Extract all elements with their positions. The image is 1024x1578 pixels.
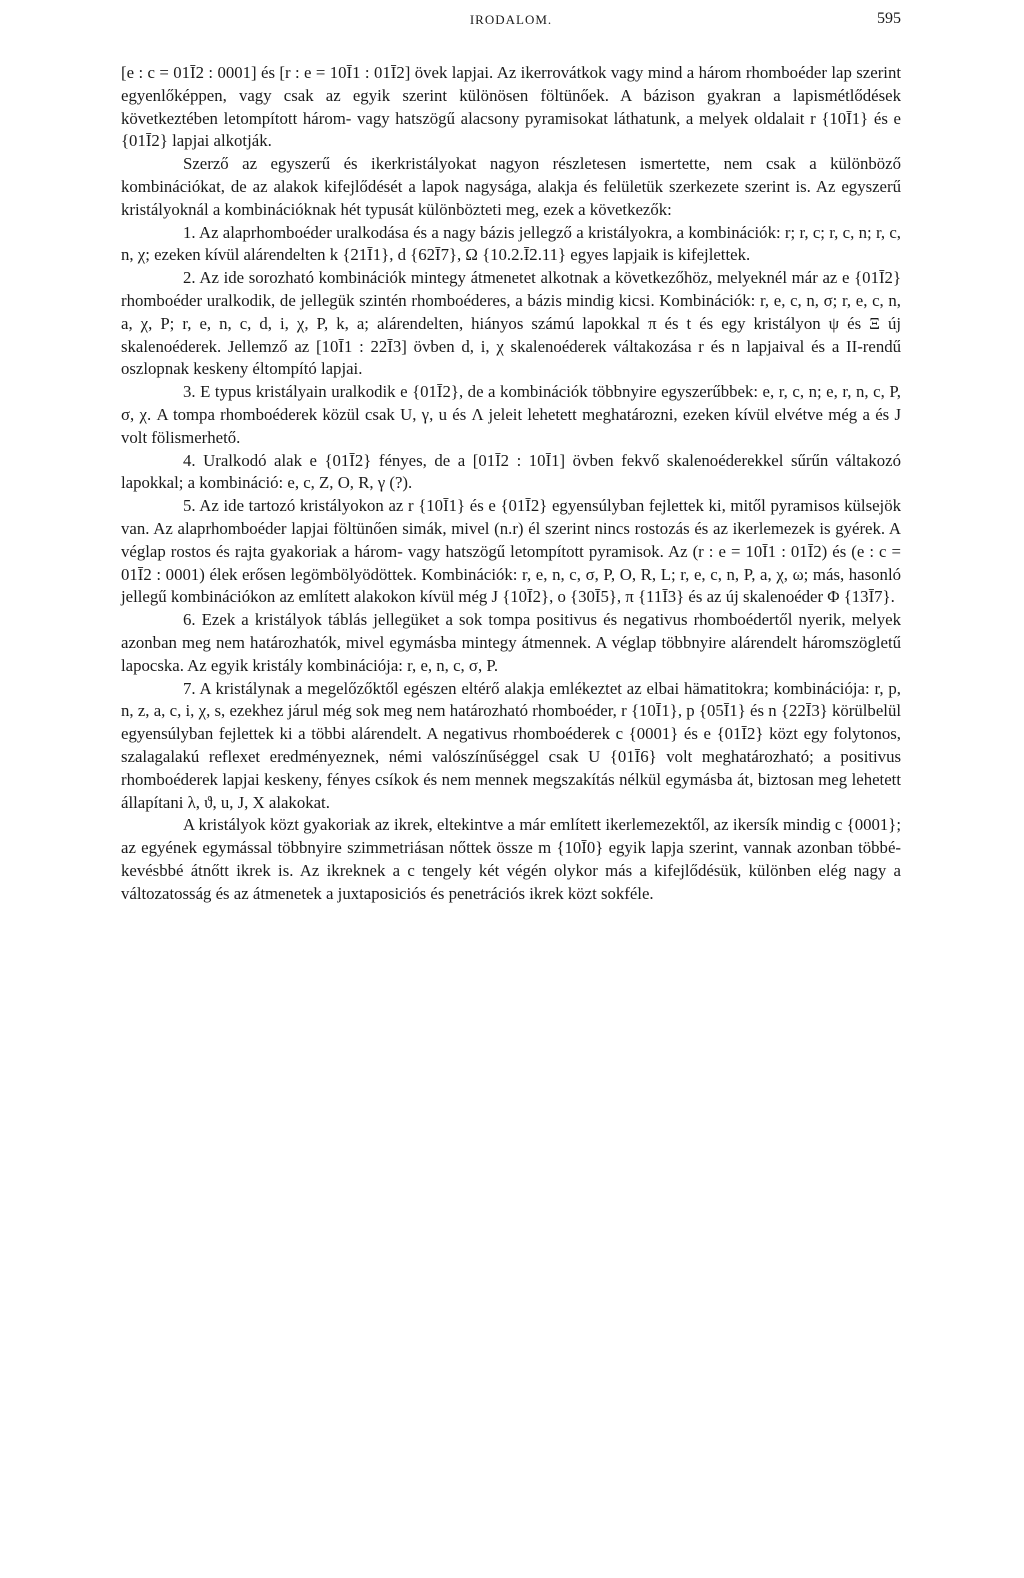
paragraph-3: 2. Az ide sorozható kombinációk mintegy átmenetet alkotnak a következőhöz, melyeknél már az e {01Ī2} rhomboéder uralkodik, de jellegük szintén rhomboéderes, a bázis mindig kicsi. Kombinációk: r, e, c, n, σ; r, e, c, n, a, χ, P; r, e, n, c, d, i, χ, P, k, a; alárendelten, hiányos számú lapokkal π és t és egy kristályon ψ és Ξ új skalenoéderek. Jellemző az [10Ī1 : 22Ī3] övben d, i, χ skalenoéderek váltakozása r és n lapjaival és a II-rendű oszlopnak keskeny éltompító lapjai. <box>121 268 901 379</box>
paragraph-5: 4. Uralkodó alak e {01Ī2} fényes, de a [01Ī2 : 10Ī1] övben fekvő skalenoéderekkel sűrűn váltakozó lapokkal; a kombináció: e, c, Z, O, R, γ (?). <box>121 450 901 493</box>
paragraph-8: 7. A kristálynak a megelőzőktől egészen eltérő alakja emlékeztet az elbai hämatitokra; kombinációja: r, p, n, z, a, c, i, χ, s, ezekhez járul még sok meg nem határozható rhomboéder, r {10Ī1}, p {05Ī1} és n {22Ī3} körülbelül egyensúlyban fejlettek ki a többi alárendelt. A negativus rhomboéderek c {0001} és e {01Ī2} közt egy folytonos, szalagalakú reflexet eredményeznek, némi valószínűséggel csak U {01Ī6} volt meghatározható; a positivus rhomboéderek lapjai keskeny, fényes csíkok és nem mennek megszakítás nélkül egymásba át, biztosan meg lehetett állapítani λ, ϑ, u, J, X alakokat. <box>121 678 901 812</box>
page-header <box>121 6 901 30</box>
paragraph-7: 6. Ezek a kristályok táblás jellegüket a sok tompa positivus és negativus rhomboédertől nyerik, melyek azonban meg nem határozhatók, mivel egymásba mintegy átmennek. A véglap többnyire alárendelt háromszögletű lapocska. Az egyik kristály kombinációja: r, e, n, c, σ, P. <box>121 610 901 675</box>
page-number: 595 <box>877 10 901 27</box>
paragraph-2: 1. Az alaprhomboéder uralkodása és a nagy bázis jellegző a kristályokra, a kombinációk: r; r, c; r, c, n; r, c, n, χ; ezeken kívül alárendelten k {21Ī1}, d {62Ī7}, Ω {10.2.Ī2.11} egyes lapjaik is kifejlettek. <box>121 222 901 265</box>
paragraph-4: 3. E typus kristályain uralkodik e {01Ī2}, de a kombinációk többnyire egyszerűbbek: e, r, c, n; e, r, n, c, P, σ, χ. A tompa rhomboéderek közül csak U, γ, u és Λ jeleit lehetett meghatározni, ezeken kívül elvétve még a és J volt fölismerhető. <box>121 382 901 447</box>
paragraph-1: Szerző az egyszerű és ikerkristályokat nagyon részletesen ismertette, nem csak a különböző kombinációkat, de az alakok kifejlődését a lapok nagysága, alakja és felületük szerkezete szerint is. Az egyszerű kristályoknál a kombinációknak hét typusát különbözteti meg, ezek a következők: <box>121 154 901 219</box>
running-head: IRODALOM. <box>469 12 553 27</box>
article-body <box>121 62 901 905</box>
paragraph-6: 5. Az ide tartozó kristályokon az r {10Ī1} és e {01Ī2} egyensúlyban fejlettek ki, mitől pyramisos külsejök van. Az alaprhomboéder lapjai föltünően simák, mivel (n.r) él szerint nincs rostozás és az ikerlemezek is gyérek. A véglap rostos és rajta gyakoriak a három- vagy hatszögű letompított pyramisok. Az (r : e = 10Ī1 : 01Ī2) és (e : c = 01Ī2 : 0001) élek erősen legömbölyödöttek. Kombinációk: r, e, n, c, σ, P, O, R, L; r, e, c, n, P, a, χ, ω; más, hasonló jellegű kombinációkon az említett alakokon kívül még J {10Ī2}, o {30Ī5}, π {11Ī3} és az új skalenoéder Φ {13Ī7}. <box>121 496 901 607</box>
paragraph-9: A kristályok közt gyakoriak az ikrek, eltekintve a már említett ikerlemezektől, az ikersík mindig c {0001}; az egyének egymással többnyire szimmetriásan nőttek össze m {10Ī0} egyik lapja szerint, vannak azonban többé-kevésbbé átnőtt ikrek is. Az ikreknek a c tengely két végén olykor más a kifejlődésük, különben elég nagy a változatosság és az átmenetek a juxtaposiciós és penetrációs ikrek közt sokféle. <box>121 815 901 903</box>
paragraph-0: [e : c = 01Ī2 : 0001] és [r : e = 10Ī1 : 01Ī2] övek lapjai. Az ikerrovátkok vagy mind a három rhomboéder lap szerint egyenlőképpen, vagy csak az egyik szerint különösen föltünőek. A bázison gyakran a lapismétlődések következtében letompított három- vagy hatszögű alacsony pyramisokat láthatunk, a melyek oldalait r {10Ī1} és e {01Ī2} lapjai alkotják. <box>121 63 901 151</box>
